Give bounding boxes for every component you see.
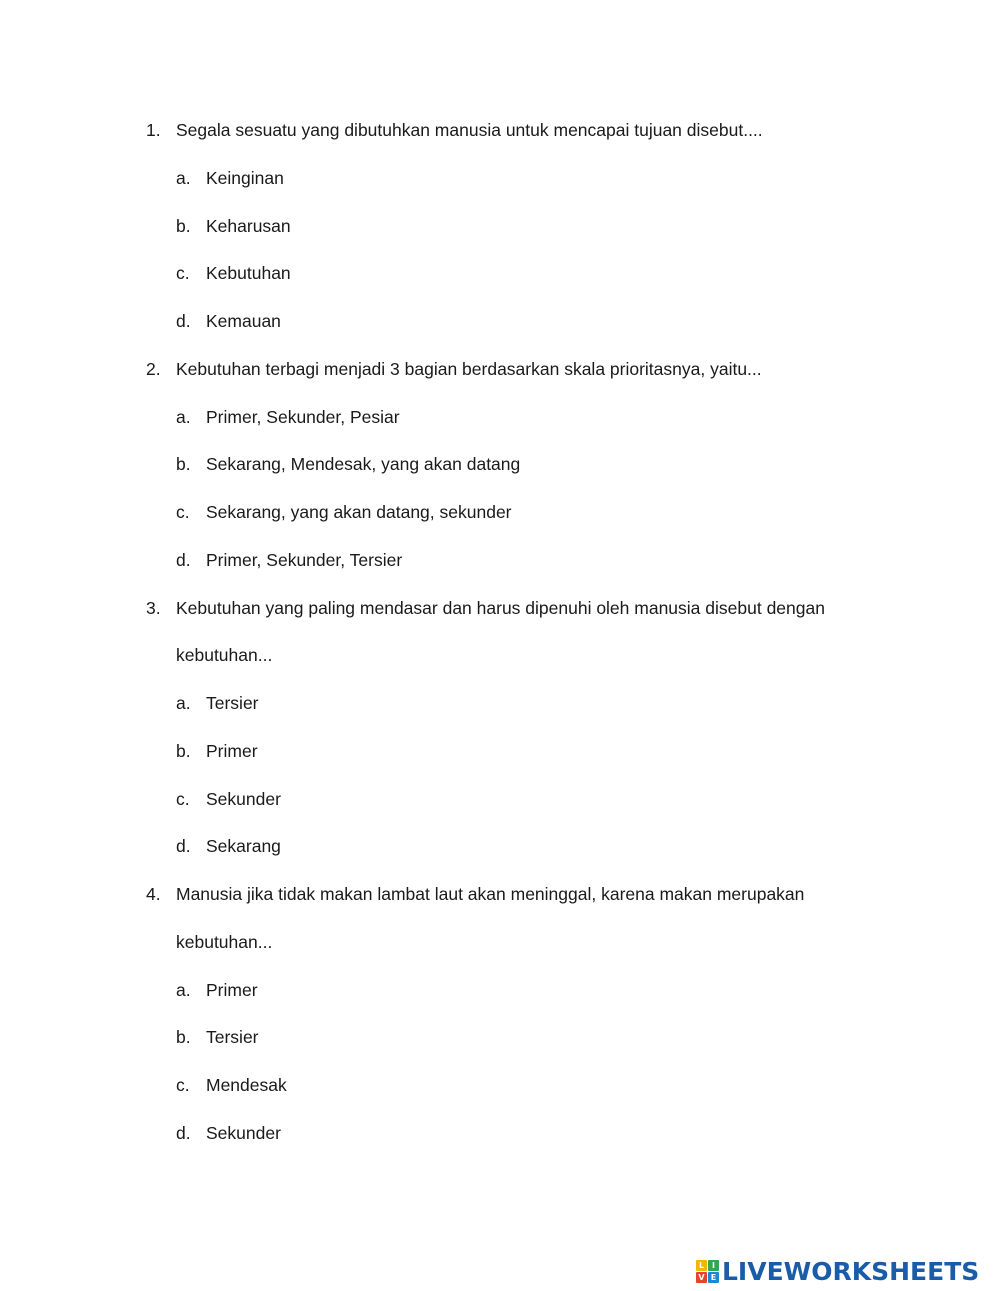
question-number: 4. bbox=[146, 884, 161, 904]
option-letter: a. bbox=[176, 167, 191, 188]
question-text: Kebutuhan terbagi menjadi 3 bagian berdasarkan skala prioritasnya, yaitu... bbox=[176, 358, 762, 379]
option-letter: b. bbox=[176, 740, 191, 761]
question-number: 3. bbox=[146, 597, 161, 618]
logo-badge-letter: V bbox=[696, 1272, 707, 1283]
option-letter: d. bbox=[176, 311, 191, 331]
option-letter: b. bbox=[176, 1027, 191, 1048]
logo-badge-letter: I bbox=[708, 1260, 719, 1271]
option-text: Primer bbox=[206, 740, 258, 761]
option-text: Keinginan bbox=[206, 167, 284, 188]
option-text: Primer, Sekunder, Tersier bbox=[206, 549, 403, 570]
logo-badge-letter: E bbox=[708, 1272, 719, 1283]
option-letter: c. bbox=[176, 502, 190, 522]
question-text: kebutuhan... bbox=[176, 645, 273, 666]
option-letter: d. bbox=[176, 549, 191, 570]
option-letter: b. bbox=[176, 215, 191, 236]
option-letter: d. bbox=[176, 1122, 191, 1143]
option-text: Primer bbox=[206, 979, 258, 1000]
question-text: Manusia jika tidak makan lambat laut akan meninggal, karena makan merupakan bbox=[176, 884, 805, 904]
option-text: Keharusan bbox=[206, 215, 291, 236]
liveworksheets-logo bbox=[696, 1256, 979, 1286]
option-letter: a. bbox=[176, 406, 191, 427]
option-text: Sekunder bbox=[206, 788, 281, 809]
option-text: Mendesak bbox=[206, 1075, 287, 1095]
option-letter: d. bbox=[176, 836, 191, 857]
option-text: Sekarang, Mendesak, yang akan datang bbox=[206, 454, 521, 475]
question-text: kebutuhan... bbox=[176, 931, 273, 952]
option-letter: c. bbox=[176, 263, 190, 284]
question-text: Kebutuhan yang paling mendasar dan harus dipenuhi oleh manusia disebut dengan bbox=[176, 597, 825, 618]
option-letter: c. bbox=[176, 1075, 190, 1095]
option-letter: c. bbox=[176, 788, 190, 809]
option-text: Tersier bbox=[206, 1027, 259, 1048]
question-number: 2. bbox=[146, 358, 161, 379]
logo-text: LIVEWORKSHEETS bbox=[722, 1256, 980, 1286]
question-number: 1. bbox=[146, 120, 161, 140]
option-text: Sekarang, yang akan datang, sekunder bbox=[206, 502, 512, 522]
option-text: Kebutuhan bbox=[206, 263, 291, 284]
logo-badge-letter: L bbox=[696, 1260, 707, 1271]
option-text: Kemauan bbox=[206, 311, 281, 331]
logo-badge bbox=[696, 1260, 719, 1283]
option-text: Sekunder bbox=[206, 1122, 281, 1143]
option-text: Primer, Sekunder, Pesiar bbox=[206, 406, 400, 427]
option-text: Sekarang bbox=[206, 836, 281, 857]
option-letter: b. bbox=[176, 454, 191, 475]
option-letter: a. bbox=[176, 693, 191, 713]
question-text: Segala sesuatu yang dibutuhkan manusia untuk mencapai tujuan disebut.... bbox=[176, 120, 763, 140]
option-text: Tersier bbox=[206, 693, 259, 713]
option-letter: a. bbox=[176, 979, 191, 1000]
